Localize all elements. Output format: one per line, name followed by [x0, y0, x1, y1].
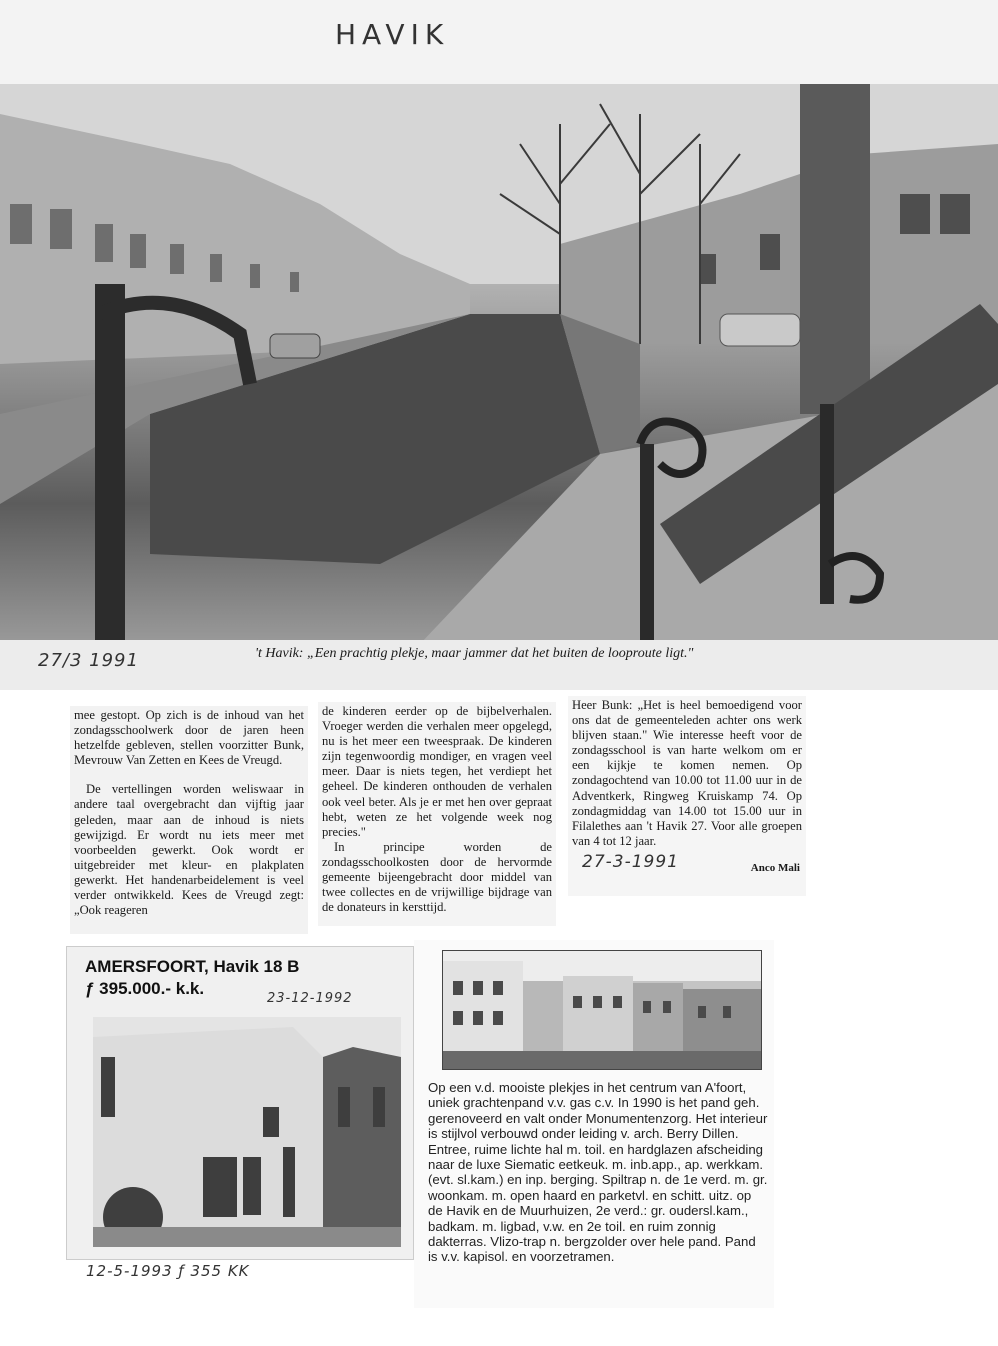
- canal-photo: [0, 84, 998, 644]
- handwritten-note-ad: 12-5-1993 ƒ 355 KK: [86, 1262, 250, 1280]
- real-estate-ad-havik-18b: [66, 946, 414, 1260]
- handwritten-date-ad: 23-12-1992: [267, 991, 353, 1006]
- handwritten-title: HAVIK: [335, 18, 450, 51]
- photo-caption-strip: [0, 640, 998, 690]
- street-photo: [442, 950, 762, 1070]
- handwritten-date-article: 27-3-1991: [582, 851, 679, 872]
- handwritten-date-photo: 27/3 1991: [38, 650, 139, 671]
- article-paragraph: de kinderen eerder op de bijbelverhalen. Vroeger werden die verhalen meer opgelegd, nu is het meer een tweespraak. De kinderen zijn tegenwoordig mondiger, en vragen veel meer. Daar is niets tegen, het verdiept het geheel. De kinderen onthouden de verhalen ook veel beter. Als je er met hen over gepraat hebt, weten ze het volgende week nog precies.": [322, 704, 552, 839]
- scan-header-strip: [0, 0, 998, 92]
- street-photo-illustration: [443, 951, 761, 1069]
- article-column-2: [318, 702, 556, 926]
- article-paragraph: In principe worden de zondagsschoolkosten door de hervormde gemeente bijeengebracht door middel van twee collectes en de vrijwillige bijdrage van de donateurs in kersttijd.: [322, 839, 552, 915]
- article-column-3: [568, 696, 806, 896]
- article-paragraph: De vertellingen worden weliswaar in andere taal overgebracht dan vijftig jaar geleden, maar aan de inhoud is niets gewijzigd. Er wordt nu iets meer met voorbeelden gewerkt. Ook wordt er uitgebreider met kleur- en plakplaten gewerkt. Het handenarbeidelement is veel verder ontwikkeld. Kees de Vreugd zegt: „Ook reageren: [74, 782, 304, 918]
- article-author: Anco Mali: [750, 861, 800, 874]
- article-paragraph: mee gestopt. Op zich is de inhoud van het zondagsschoolwerk door de jaren heen hetzelfde gebleven, stellen voorzitter Bunk, Mevrouw Van Zetten en Kees de Vreugd.: [74, 708, 304, 768]
- house-photo-illustration: [93, 1017, 401, 1247]
- ad-description: Op een v.d. mooiste plekjes in het centrum van A'foort, uniek grachtenpand v.v. gas c.v. In 1990 is het pand geh. gerenoveerd en valt onder Monumentenzorg. Het interieur is stijlvol verbouwd onder leiding v. arch. Berry Dillen. Entree, ruime lichte hal m. toil. en hardglazen afscheiding naar de luxe Siematic eetkeuk. m. inb.app., ap. werkkam.(evt. sl.kam.) en inp. berging. Spiltrap n. de 1e verd. m. gr. woonkam. m. open haard en parketvl. en schitt. uitz. op de Havik en de Muurhuizen, 2e verd.: gr. oudersl.kam., badkam. m. ligbad, v.w. en 2e toil. en ruim zonnig dakterras. Vlizo-trap n. bergzolder over hele pand. Pand is v.v. kapisol. en voorzetramen.: [428, 1080, 768, 1265]
- canal-photo-illustration: [0, 84, 998, 644]
- house-photo: [93, 1017, 401, 1247]
- real-estate-ad-description: [414, 940, 774, 1308]
- ad-price: ƒ 395.000.- k.k.: [85, 979, 205, 998]
- photo-caption: 't Havik: „Een prachtig plekje, maar jammer dat het buiten de looproute ligt.": [255, 646, 694, 661]
- article-paragraph: Heer Bunk: „Het is heel bemoedigend voor ons dat de gemeenteleden achter ons werk blijven staan." Wie interesse heeft voor de zondagsschool is van harte welkom om er een kijkje te komen nemen. Op zondagochtend van 10.00 tot 11.00 uur in de Adventkerk, Ringweg Kruiskamp 74. Op zondagmiddag van 14.00 tot 15.00 uur in Filalethes aan 't Havik 27. Voor alle groepen van 4 tot 12 jaar.: [572, 698, 802, 848]
- article-column-1: [70, 706, 308, 934]
- ad-title: AMERSFOORT, Havik 18 B: [85, 957, 300, 976]
